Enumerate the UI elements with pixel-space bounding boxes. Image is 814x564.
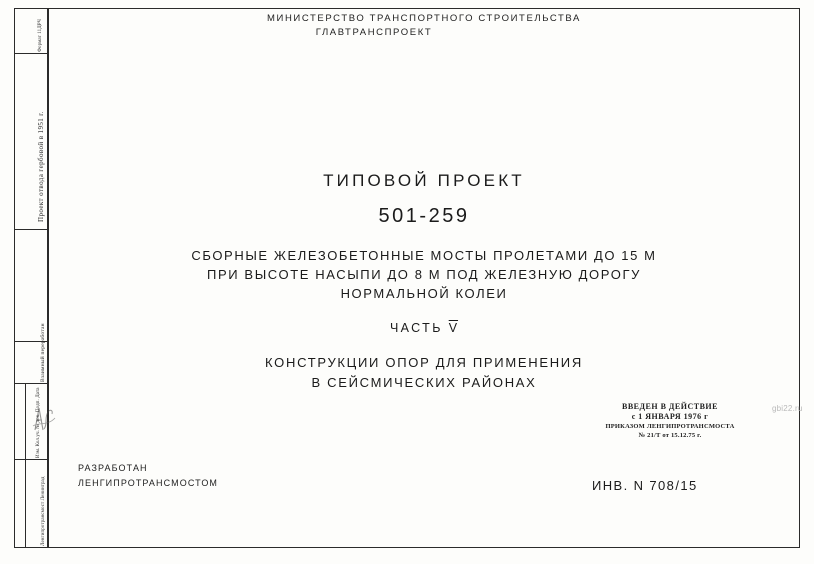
document-header (48, 12, 800, 40)
part-number: $\overline{V}$ (448, 321, 459, 335)
developer-name: ЛЕНГИПРОТРАНСМОСТОМ (78, 478, 219, 488)
side-stamp-format-label: Формат 11ДРЧ (38, 19, 43, 52)
developer-label: РАЗРАБОТАН (78, 463, 148, 473)
project-subtitle-line-1: КОНСТРУКЦИИ ОПОР ДЛЯ ПРИМЕНЕНИЯ (265, 355, 583, 370)
introduction-line-1: ВВЕДЕН В ДЕЙСТВИЕ (622, 402, 718, 411)
ministry-line: МИНИСТЕРСТВО ТРАНСПОРТНОГО СТРОИТЕЛЬСТВА (267, 13, 581, 24)
project-kind: ТИПОВОЙ ПРОЕКТ (323, 171, 525, 190)
developer-block (78, 461, 218, 491)
side-stamp-column (14, 8, 48, 548)
project-description-line-2: ПРИ ВЫСОТЕ НАСЫПИ ДО 8 М ПОД ЖЕЛЕЗНУЮ ДОРОГУ (207, 267, 641, 282)
introduction-line-3: ПРИКАЗОМ ЛЕНГИПРОТРАНСМОСТА (605, 423, 735, 430)
title-block (48, 170, 800, 393)
project-description-line-3: НОРМАЛЬНОЙ КОЛЕИ (340, 286, 508, 301)
side-column-divider-b (25, 460, 26, 548)
introduction-line-4: № 21/Т от 15.12.75 г. (638, 432, 702, 439)
side-stamp-bottom-label: Ленгипротрансмост Ленинград (41, 476, 46, 546)
project-subtitle-line-2: В СЕЙСМИЧЕСКИХ РАЙОНАХ (311, 375, 537, 390)
department-line: ГЛАВТРАНСПРОЕКТ (315, 27, 433, 38)
project-description-line-1: СБОРНЫЕ ЖЕЛЕЗОБЕТОННЫЕ МОСТЫ ПРОЛЕТАМИ ДО 15 М (191, 248, 657, 263)
side-column-divider-a (25, 384, 26, 460)
project-code: 501-259 (378, 205, 470, 227)
ink-stamp-blob-icon (30, 400, 58, 434)
watermark: gbi22.ru (772, 404, 803, 413)
introduction-line-2: с 1 ЯНВАРЯ 1976 г (631, 412, 709, 421)
introduction-block (580, 402, 760, 440)
side-stamp-date-column: Изм. Кол.уч. № док. Подп. Дата (36, 387, 41, 458)
part-line (48, 321, 800, 335)
side-stamp-project-label: Проект отвода гербовой в 1951 г. (37, 111, 45, 222)
side-stamp-signature-label: Взаимный переработан (40, 323, 46, 382)
part-label: ЧАСТЬ (389, 321, 443, 335)
inventory-number: ИНВ. N 708/15 (592, 478, 698, 493)
